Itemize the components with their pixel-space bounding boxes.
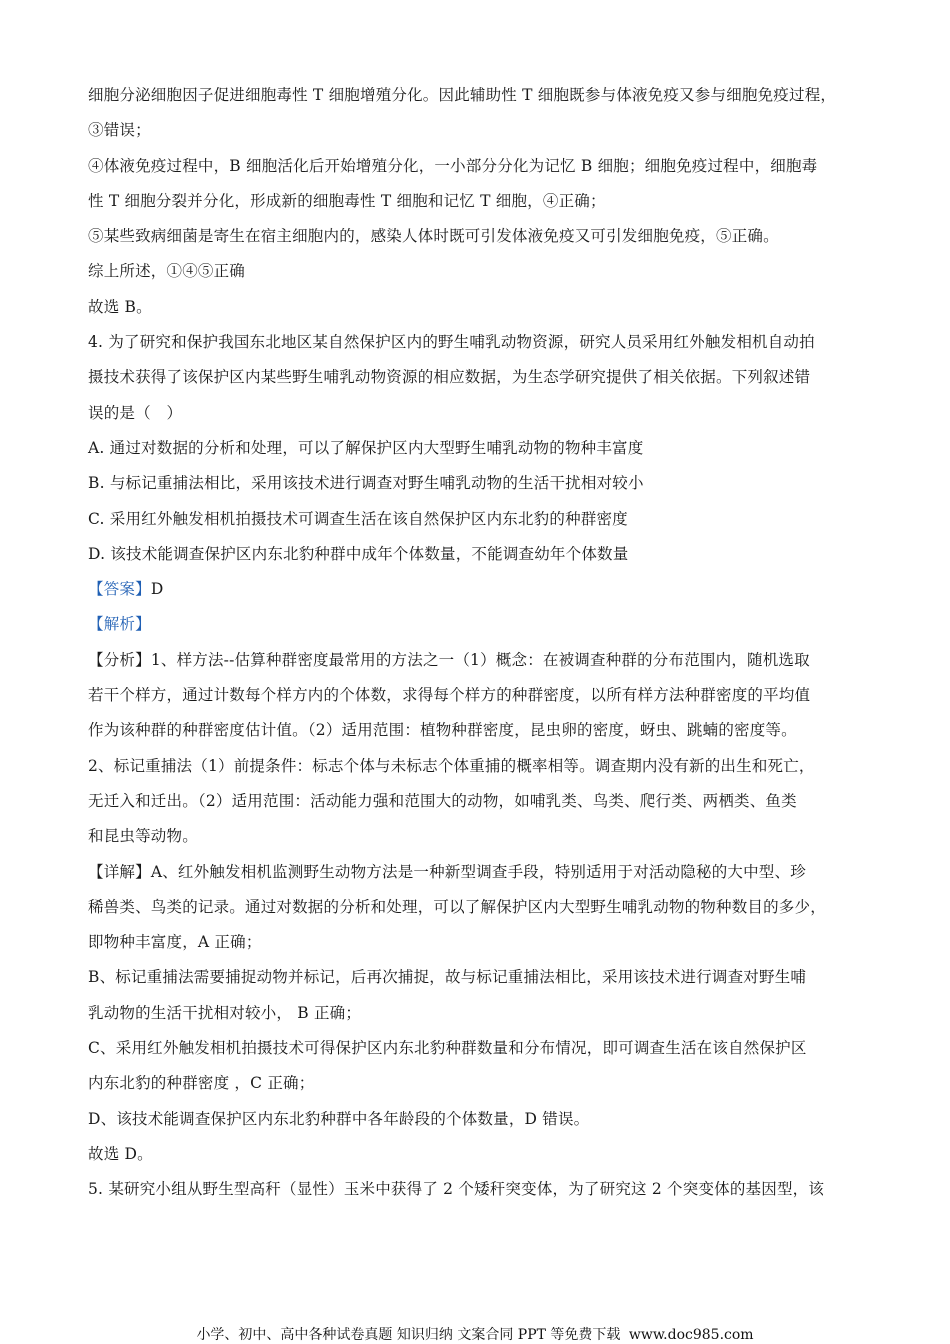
detail-line <box>88 1102 868 1137</box>
option-d: D. 该技术能调查保护区内东北豹种群中成年个体数量，不能调查幼年个体数量 <box>88 544 629 563</box>
detail-text: D、该技术能调查保护区内东北豹种群中各年龄段的个体数量，D 错误。 <box>88 1109 590 1128</box>
analysis-line <box>88 643 868 678</box>
analysis-text: 2、标记重捕法（1）前提条件：标志个体与未标志个体重捕的概率相等。调查期内没有新的出生和死亡， <box>88 756 815 775</box>
analysis-line <box>88 749 868 784</box>
analysis-line <box>88 713 868 748</box>
detail-text: A、红外触发相机监测野生动物方法是一种新型调查手段，特别适用于对活动隐秘的大中型、珍 <box>150 862 806 881</box>
footer-site-link[interactable]: www.doc985.com <box>628 1327 754 1343</box>
analysis-text: 若干个样方，通过计数每个样方内的个体数，求得每个样方的种群密度，以所有样方法种群密度的平均值 <box>88 686 811 705</box>
detail-text: C、采用红外触发相机拍摄技术可得保护区内东北豹种群数量和分布情况，即可调查生活在该自然保护区 <box>88 1039 807 1058</box>
detail-text: 稀兽类、鸟类的记录。通过对数据的分析和处理，可以了解保护区内大型野生哺乳动物的物种数目的多少， <box>88 897 826 916</box>
analysis-text: 无迁入和迁出。（2）适用范围：活动能力强和范围大的动物，如哺乳类、鸟类、爬行类、两栖类、鱼类 <box>88 791 797 810</box>
page-footer <box>0 1324 950 1344</box>
detail-text: 内东北豹的种群密度 ，C 正确； <box>88 1074 315 1093</box>
question-stem: 摄技术获得了该保护区内某些野生哺乳动物资源的相应数据，为生态学研究提供了相关依据。下列叙述错 <box>88 368 811 387</box>
analysis-heading <box>88 607 868 642</box>
detail-line <box>88 890 868 925</box>
detail-line <box>88 925 868 960</box>
detail-text: 乳动物的生活干扰相对较小， B 正确； <box>88 1003 362 1022</box>
text-line: 性 T 细胞分裂并分化，形成新的细胞毒性 T 细胞和记忆 T 细胞，④正确； <box>88 191 606 210</box>
detail-text: 故选 D。 <box>88 1144 153 1163</box>
question-text: 5. 某研究小组从野生型高秆（显性）玉米中获得了 2 个矮秆突变体，为了研究这 2 个突变体的基因型，该 <box>88 1180 825 1199</box>
analysis-tag: 【解析】 <box>88 615 151 634</box>
analysis-line <box>88 678 868 713</box>
answer-tag: 【答案】 <box>88 580 151 599</box>
analysis-text: 和昆虫等动物。 <box>88 827 198 846</box>
detail-line <box>88 996 868 1031</box>
text-line: 综上所述，①④⑤正确 <box>88 262 246 281</box>
question-stem: 4. 为了研究和保护我国东北地区某自然保护区内的野生哺乳动物资源，研究人员采用红外触发相机自动拍 <box>88 333 815 352</box>
detail-text: B、标记重捕法需要捕捉动物并标记，后再次捕捉，故与标记重捕法相比，采用该技术进行调查对野生哺 <box>88 968 807 987</box>
option-c: C. 采用红外触发相机拍摄技术可调查生活在该自然保护区内东北豹的种群密度 <box>88 509 628 528</box>
analysis-line <box>88 819 868 854</box>
footer-text: 小学、初中、高中各种试卷真题 知识归纳 文案合同 PPT 等免费下载 <box>196 1327 621 1343</box>
text-line: ③错误； <box>88 121 151 140</box>
text-line: ④体液免疫过程中，B 细胞活化后开始增殖分化，一小部分分化为记忆 B 细胞；细胞免疫过程中，细胞毒 <box>88 156 818 175</box>
detail-line <box>88 1031 868 1066</box>
detail-line <box>88 1066 868 1101</box>
analysis-line <box>88 784 868 819</box>
text-line: ⑤某些致病细菌是寄生在宿主细胞内的，感染人体时既可引发体液免疫又可引发细胞免疫，⑤正确。 <box>88 227 779 246</box>
option-b: B. 与标记重捕法相比，采用该技术进行调查对野生哺乳动物的生活干扰相对较小 <box>88 474 644 493</box>
text-line: 细胞分泌细胞因子促进细胞毒性 T 细胞增殖分化。因此辅助性 T 细胞既参与体液免疫又参与细胞免疫过程， <box>88 86 837 104</box>
detail-line <box>88 855 868 890</box>
question-stem <box>88 1172 868 1207</box>
detail-line <box>88 1137 868 1172</box>
text-line: 故选 B。 <box>88 297 152 316</box>
document-body <box>88 78 868 1208</box>
detail-text: 即物种丰富度，A 正确； <box>88 933 262 952</box>
analysis-prefix: 【分析】 <box>88 650 151 669</box>
analysis-text: 1、样方法--估算种群密度最常用的方法之一（1）概念：在被调查种群的分布范围内，随机选取 <box>150 650 810 669</box>
analysis-text: 作为该种群的种群密度估计值。（2）适用范围：植物种群密度，昆虫卵的密度，蚜虫、跳蝻的密度等。 <box>88 721 797 740</box>
question-stem: 误的是（ ） <box>88 403 183 422</box>
option-a: A. 通过对数据的分析和处理，可以了解保护区内大型野生哺乳动物的物种丰富度 <box>88 438 644 457</box>
detail-prefix: 【详解】 <box>88 862 151 881</box>
answer-value: D <box>150 580 164 599</box>
detail-line <box>88 960 868 995</box>
answer-line <box>88 572 868 607</box>
